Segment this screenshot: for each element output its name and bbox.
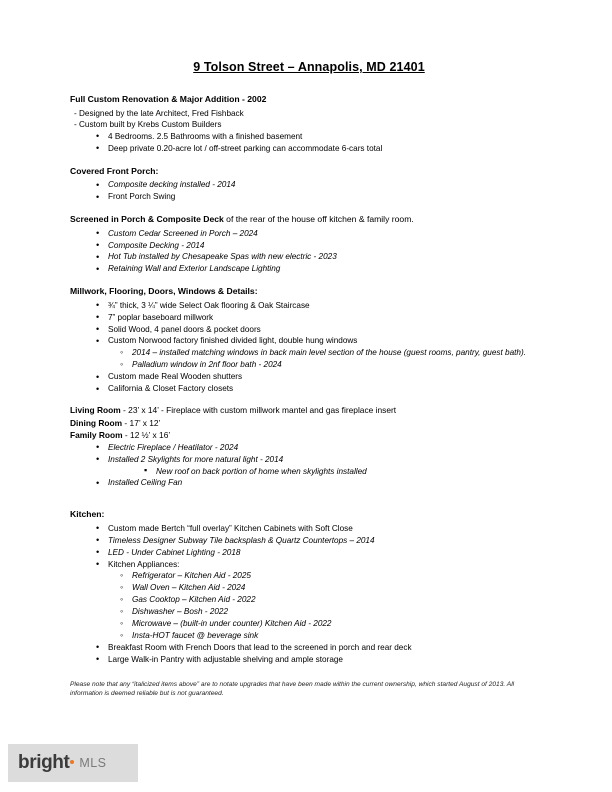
- list-item: • LED - Under Cabinet Lighting - 2018: [94, 547, 548, 559]
- screened-porch-heading-main: Screened in Porch & Composite Deck: [70, 214, 224, 225]
- document-body: [70, 60, 548, 699]
- watermark-suffix: MLS: [79, 756, 107, 770]
- list-item: • 7” poplar baseboard millwork: [94, 312, 548, 324]
- list-item: • Composite decking installed - 2014: [94, 179, 548, 191]
- list-item: • Kitchen Appliances:: [94, 559, 548, 571]
- list-item: • Composite Decking - 2014: [94, 240, 548, 252]
- footnote: Please note that any “italicized items above” are to notate upgrades that have been made within the current ownership, which started August of 2013. All information is deemed reliable but is not guaranteed.: [70, 680, 515, 698]
- list-item: • Deep private 0.20-acre lot / off-street parking can accommodate 6-cars total: [94, 143, 548, 155]
- millwork-bullet-list: [70, 300, 548, 395]
- screened-porch-heading-suffix: of the rear of the house off kitchen & family room.: [223, 214, 414, 225]
- page-title: 9 Tolson Street – Annapolis, MD 21401: [193, 60, 425, 74]
- list-item: • Custom Cedar Screened in Porch – 2024: [94, 228, 548, 240]
- list-item: • Timeless Designer Subway Tile backsplash & Quartz Countertops – 2014: [94, 535, 548, 547]
- list-item: ◦ Gas Cooktop – Kitchen Aid - 2022: [118, 594, 548, 606]
- list-item: • Solid Wood, 4 panel doors & pocket doors: [94, 324, 548, 336]
- list-item: ◦ Palladium window in 2nf floor bath - 2024: [118, 359, 548, 371]
- list-item: • ¾” thick, 3 ¼” wide Select Oak flooring & Oak Staircase: [94, 300, 548, 312]
- list-item: • Front Porch Swing: [94, 191, 548, 203]
- list-item: ◦ Insta-HOT faucet @ beverage sink: [118, 630, 548, 642]
- list-item: • Retaining Wall and Exterior Landscape Lighting: [94, 263, 548, 275]
- list-item: • Custom made Bertch “full overlay” Kitchen Cabinets with Soft Close: [94, 523, 548, 535]
- section-heading-kitchen: Kitchen:: [70, 509, 105, 520]
- list-item: • California & Closet Factory closets: [94, 383, 548, 395]
- list-item: ◦ Dishwasher – Bosh - 2022: [118, 606, 548, 618]
- renovation-dash-line-2: - Custom built by Krebs Custom Builders: [74, 120, 222, 130]
- watermark-brand: bright: [18, 752, 70, 773]
- watermark-bright-mls: [8, 744, 138, 782]
- room-line-family-room: [70, 429, 548, 442]
- renovation-bullet-list: [70, 131, 548, 155]
- family-room-label: Family Room: [70, 430, 123, 441]
- kitchen-bullet-list: [70, 523, 548, 666]
- living-room-label: Living Room: [70, 404, 121, 415]
- watermark-accent-dot: [70, 760, 74, 764]
- room-line-dining-room: [70, 417, 548, 430]
- room-line-living-room: [70, 404, 548, 417]
- list-item: • Hot Tub installed by Chesapeake Spas with new electric - 2023: [94, 251, 548, 263]
- list-item: • Installed Ceiling Fan: [94, 477, 548, 489]
- section-heading-millwork: [70, 286, 548, 298]
- list-item: • Electric Fireplace / Heatilator - 2024: [94, 442, 548, 454]
- dining-room-detail: - 17’ x 12’: [122, 417, 161, 428]
- list-item: ◦ Refrigerator – Kitchen Aid - 2025: [118, 570, 548, 582]
- family-room-detail: - 12 ½’ x 16’: [122, 430, 171, 441]
- list-item: • 4 Bedrooms. 2.5 Bathrooms with a finished basement: [94, 131, 548, 143]
- section-heading-screened-porch: [70, 214, 548, 226]
- list-item: • Breakfast Room with French Doors that lead to the screened in porch and rear deck: [94, 642, 548, 654]
- list-item: ◦ Wall Oven – Kitchen Aid - 2024: [118, 582, 548, 594]
- section-heading-front-porch: Covered Front Porch:: [70, 165, 159, 176]
- millwork-heading-main: Millwork, Flooring, Doors, Windows & Details: [70, 286, 255, 297]
- list-item: ▪ New roof on back portion of home when skylights installed: [142, 466, 548, 478]
- list-item: ◦ Microwave – (built-in under counter) Kitchen Aid - 2022: [118, 618, 548, 630]
- section-heading-renovation: Full Custom Renovation & Major Addition - 2002: [70, 94, 267, 104]
- list-item: • Custom Norwood factory finished divided light, double hung windows: [94, 335, 548, 347]
- list-item: ◦ 2014 – installed matching windows in back main level section of the house (guest rooms, pantry, guest bath).: [118, 347, 548, 359]
- family-room-bullet-list: [70, 442, 548, 490]
- renovation-dash-line-1: - Designed by the late Architect, Fred Fishback: [74, 108, 244, 118]
- dining-room-label: Dining Room: [70, 417, 123, 428]
- list-item: • Custom made Real Wooden shutters: [94, 371, 548, 383]
- front-porch-bullet-list: [70, 179, 548, 203]
- list-item: • Large Walk-in Pantry with adjustable shelving and ample storage: [94, 654, 548, 666]
- living-room-detail: - 23’ x 14’ - Fireplace with custom millwork mantel and gas fireplace insert: [120, 404, 397, 415]
- list-item: • Installed 2 Skylights for more natural light - 2014: [94, 454, 548, 466]
- millwork-heading-suffix: :: [254, 286, 258, 297]
- screened-porch-bullet-list: [70, 228, 548, 276]
